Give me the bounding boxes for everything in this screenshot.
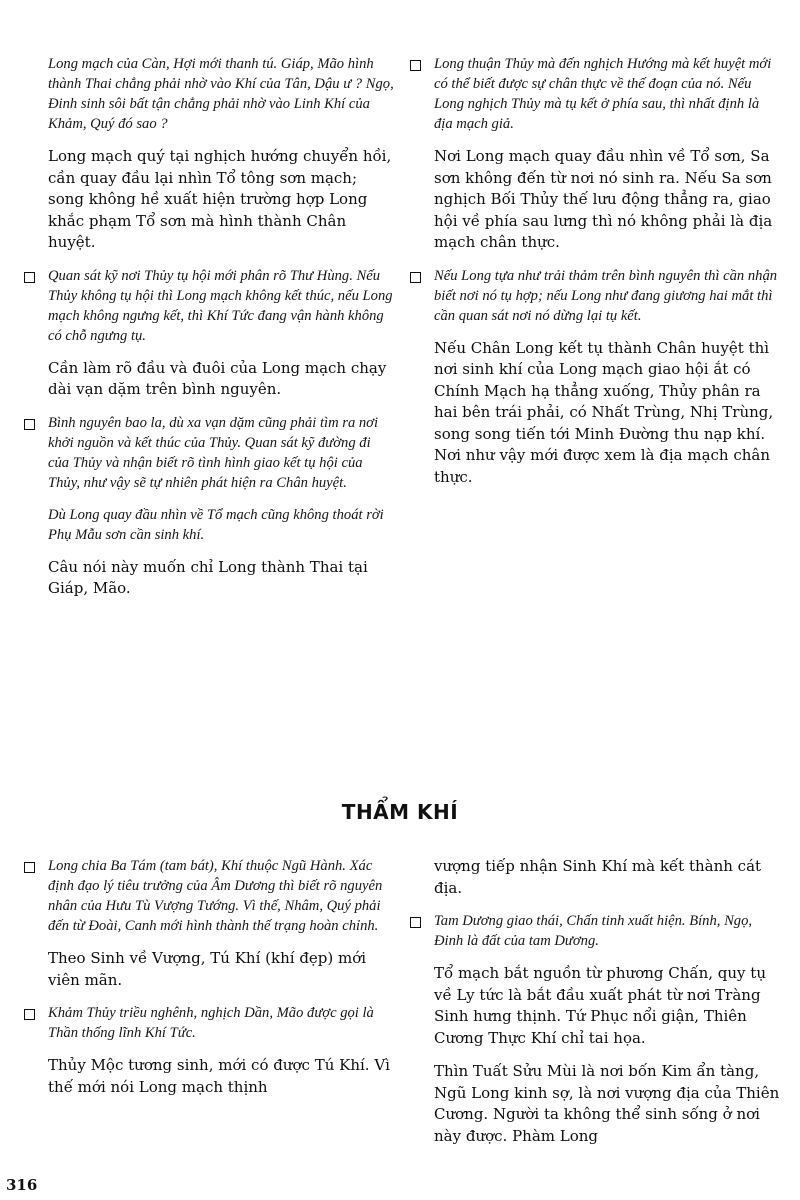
bullet-body-text: Tổ mạch bắt nguồn từ phương Chấn, quy tụ về Ly tức là bắt đầu xuất phát từ nơi Tràng Sinh hưng thịnh. Tứ Phục nổi giận, Thiên Cương Thực Khí chỉ tai họa. [434, 964, 766, 1047]
bullet-item [408, 54, 780, 254]
section-heading: THẨM KHÍ [341, 800, 459, 824]
checkbox-bullet-icon [24, 1009, 35, 1020]
checkbox-bullet-icon [410, 272, 421, 283]
bullet-item [22, 1003, 394, 1098]
continued-italic-paragraph: Long mạch của Càn, Hợi mới thanh tú. Giáp, Mão hình thành Thai chẳng phải nhờ vào Khí của Tân, Dậu ư ? Ngọ, Đinh sinh sôi bất tận chẳng phải nhờ vào Linh Khí của Khảm, Quý đó sao ? [48, 56, 394, 132]
bullet-italic-text: Bình nguyên bao la, dù xa vạn dặm cũng phải tìm ra nơi khởi nguồn và kết thúc của Thủy. Quan sát kỹ đường đi của Thủy và nhận biết rõ tình hình giao kết tụ hội của Thủy, như vậy sẽ tự nhiên phát hiện ra Chân huyệt. [48, 414, 379, 491]
body-paragraph: Long mạch quý tại nghịch hướng chuyển hồi, cần quay đầu lại nhìn Tổ tông sơn mạch; song không hề xuất hiện trường hợp Long khắc phạm Tổ sơn mà hình thành Chân huyệt. [48, 147, 392, 251]
checkbox-bullet-icon [410, 60, 421, 71]
bullet-italic-text: Long chia Ba Tám (tam bát), Khí thuộc Ngũ Hành. Xác định đạo lý tiêu trưởng của Âm Dương thì biết rõ nguyên nhân của Hưu Tù Vượng Tướng. Vì thế, Nhâm, Quý phải đến từ Đoài, Canh mới hình thành thế trạng hoàn chỉnh. [48, 858, 383, 934]
bullet-item [22, 413, 394, 600]
bullet-body-text-2: Thìn Tuất Sửu Mùi là nơi bốn Kim ẩn tàng, Ngũ Long kinh sợ, là nơi vượng địa của Thiên Cương. Người ta không thể sinh sống ở nơi này được. Phàm Long [434, 1062, 780, 1145]
bullet-body-text: Nếu Chân Long kết tụ thành Chân huyệt thì nơi sinh khí của Long mạch giao hội ắt có Chính Mạch hạ thẳng xuống, Thủy phân ra hai bên trái phải, có Nhất Trùng, Nhị Trùng, song song tiến tới Minh Đường thu nạp khí. Nơi như vậy mới được xem là địa mạch chân thực. [434, 338, 774, 486]
checkbox-bullet-icon [410, 917, 421, 928]
bullet-italic-text: Quan sát kỹ nơi Thủy tụ hội mới phân rõ Thư Hùng. Nếu Thủy không tụ hội thì Long mạch không kết thúc, nếu Long mạch không ngưng kết, thì Khí Tức đang vận hành không có chỗ ngưng tụ. [48, 267, 393, 344]
continued-body-paragraph: vượng tiếp nhận Sinh Khí mà kết thành cát địa. [434, 857, 762, 897]
bullet-body-text: Câu nói này muốn chỉ Long thành Thai tại Giáp, Mão. [48, 557, 368, 597]
bullet-body-text: Nơi Long mạch quay đầu nhìn về Tổ sơn, Sa sơn không đến từ nơi nó sinh ra. Nếu Sa sơn nghịch Bối Thủy thế lưu động thẳng ra, giao hội về phía sau lưng thì nó không phải là địa mạch chân thực. [434, 147, 773, 251]
bottom-left-column [22, 856, 394, 1110]
checkbox-bullet-icon [24, 862, 35, 873]
checkbox-bullet-icon [24, 272, 35, 283]
bullet-body-text: Theo Sinh về Vượng, Tú Khí (khí đẹp) mới viên mãn. [48, 949, 367, 989]
bullet-italic-text: Nếu Long tựa như trải thảm trên bình nguyên thì cần nhận biết nơi nó tụ hợp; nếu Long như đang giương hai mắt thì cần quan sát nơi nó dừng lại tụ kết. [434, 267, 778, 324]
checkbox-bullet-icon [24, 419, 35, 430]
bottom-right-column [408, 856, 780, 1159]
page-number: 316 [6, 1176, 38, 1194]
bullet-item [408, 911, 780, 1147]
top-left-column [22, 54, 394, 612]
bullet-body-text: Cần làm rõ đầu và đuôi của Long mạch chạy dài vạn dặm trên bình nguyên. [48, 358, 387, 398]
bullet-item [408, 266, 780, 489]
bullet-italic-text: Tam Dương giao thái, Chấn tinh xuất hiện. Bính, Ngọ, Đinh là đất của tam Dương. [434, 913, 753, 949]
bullet-item [22, 266, 394, 401]
bullet-item [22, 856, 394, 991]
bullet-italic-text: Long thuận Thủy mà đến nghịch Hướng mà kết huyệt mới có thể biết được sự chân thực về thế đoạn của nó. Nếu Long nghịch Thủy mà tụ kết ở phía sau, thì nhất định là địa mạch giả. [434, 56, 772, 132]
bullet-italic-text-2: Dù Long quay đầu nhìn về Tổ mạch cũng không thoát rời Phụ Mẫu sơn cần sinh khí. [48, 506, 384, 543]
bullet-body-text: Thủy Mộc tương sinh, mới có được Tú Khí. Vì thế mới nói Long mạch thịnh [48, 1056, 390, 1096]
top-right-column [408, 54, 780, 500]
bullet-italic-text: Khảm Thủy triều nghênh, nghịch Dần, Mão được gọi là Thần thống lĩnh Khí Tức. [48, 1005, 374, 1041]
